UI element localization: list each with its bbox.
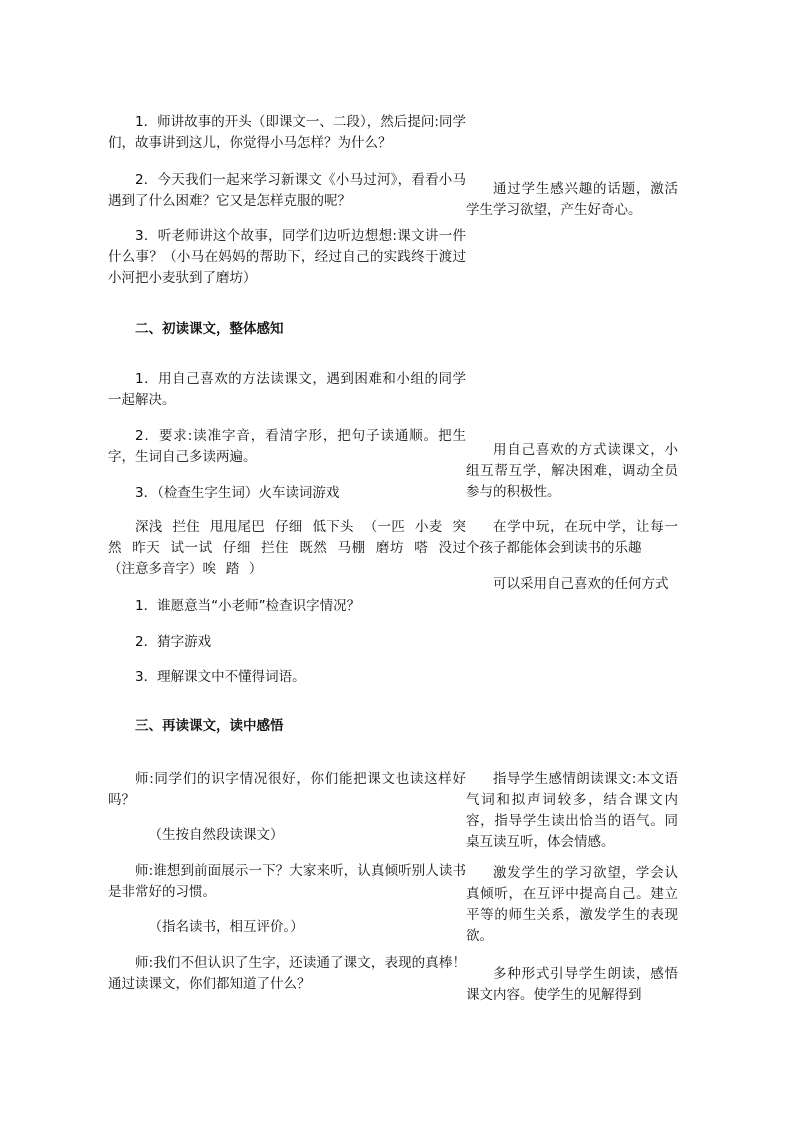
rationale-3: 在学中玩，在玩中学，让每一个孩子都能体会到读书的乐趣: [466, 519, 678, 556]
section3-teacher2: 师:谁想到前面展示一下？大家来听，认真倾听别人读书是非常好的习惯。: [108, 863, 466, 900]
section2-heading: 二、初读课文，整体感知: [135, 321, 284, 337]
rationale-4: 可以采用自己喜欢的任何方式: [493, 576, 669, 592]
section2-step3: 3．（检查生字生词）火车读词游戏: [135, 485, 340, 501]
section3-heading: 三、再读课文，读中感悟: [135, 718, 284, 734]
section1-step3: 3．听老师讲这个故事，同学们边听边想想:课文讲一件什么事？（小马在妈妈的帮助下，经过自己的实践终于渡过小河把小麦驮到了磨坊）: [108, 228, 466, 286]
rationale-7: 多种形式引导学生朗读，感悟课文内容。使学生的见解得到: [466, 966, 678, 1003]
section2-step1: 1．用自己喜欢的方法读课文，遇到困难和小组的同学一起解决。: [108, 371, 466, 408]
rationale-1: 通过学生感兴趣的话题，激活学生学习欲望，产生好奇心。: [466, 181, 678, 218]
section2-question1: 1．谁愿意当“小老师”检查识字情况？: [135, 598, 361, 614]
section3-teacher1: 师:同学们的识字情况很好，你们能把课文也读这样好吗？: [108, 771, 466, 808]
rationale-2: 用自己喜欢的方式读课文，小组互帮互学，解决困难，调动全员参与的积极性。: [466, 442, 678, 500]
section2-question2: 2．猜字游戏: [135, 634, 212, 650]
section3-note2: （指名读书，相互评价。）: [148, 919, 304, 935]
rationale-6: 激发学生的学习欲望，学会认真倾听，在互评中提高自己。建立平等的师生关系，激发学生的表现欲。: [466, 865, 678, 944]
section2-step2: 2．要求:读准字音，看清字形，把句子读通顺。把生字，生词自己多读两遍。: [108, 428, 466, 465]
section3-note1: （生按自然段读课文）: [148, 827, 284, 843]
section2-question3: 3．理解课文中不懂得词语。: [135, 669, 306, 685]
section1-step1: 1．师讲故事的开头（即课文一、二段），然后提问:同学们，故事讲到这儿，你觉得小马怎样？为什么？: [108, 114, 466, 151]
rationale-5: 指导学生感情朗读课文:本文语气词和拟声词较多，结合课文内容，指导学生读出恰当的语气。同桌互读互听，体会情感。: [466, 771, 678, 850]
vocabulary-list: 深浅 拦住 甩甩尾巴 仔细 低下头 （一匹 小麦 突然 昨天 试一试 仔细 拦住 既然 马棚 磨坊 嗒 没过（注意多音字）唉 踏 ）: [108, 519, 466, 577]
section1-step2: 2．今天我们一起来学习新课文《小马过河》，看看小马遇到了什么困难？它又是怎样克服的呢？: [108, 172, 466, 209]
section3-teacher3: 师:我们不但认识了生字，还读通了课文，表现的真棒！通过读课文，你们都知道了什么？: [108, 955, 466, 992]
